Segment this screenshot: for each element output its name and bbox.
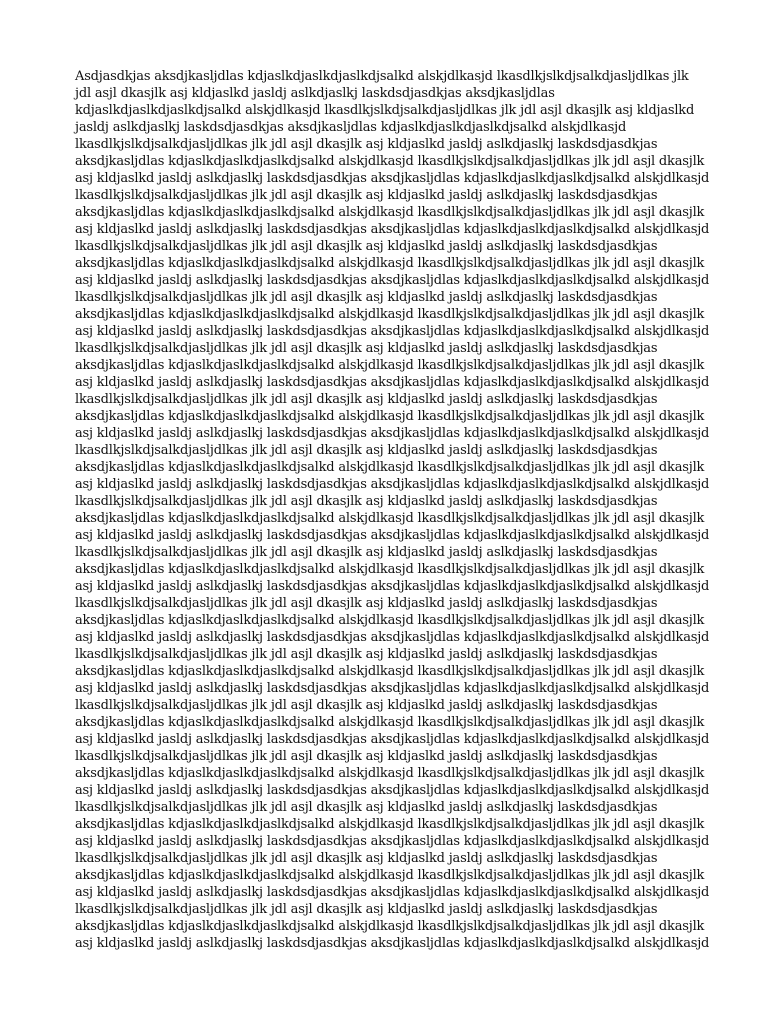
text-line: lkasdlkjslkdjsalkdjasljdlkas jlk jdl asjl dkasjlk asj kldjaslkd jasldj aslkdjaslkj laskdsdjasdkjas	[75, 749, 658, 764]
text-line: aksdjkasljdlas kdjaslkdjaslkdjaslkdjsalkd alskjdlkasjd lkasdlkjslkdjsalkdjasljdlkas jlk jdl asjl dkasjlk	[75, 409, 705, 424]
text-line: lkasdlkjslkdjsalkdjasljdlkas jlk jdl asjl dkasjlk asj kldjaslkd jasldj aslkdjaslkj laskdsdjasdkjas	[75, 188, 658, 203]
text-line: asj kldjaslkd jasldj aslkdjaslkj laskdsdjasdkjas aksdjkasljdlas kdjaslkdjaslkdjaslkdjsalkd alskjdlkasjd	[75, 681, 710, 696]
text-line: asj kldjaslkd jasldj aslkdjaslkj laskdsdjasdkjas aksdjkasljdlas kdjaslkdjaslkdjaslkdjsalkd alskjdlkasjd	[75, 426, 710, 441]
text-line: asj kldjaslkd jasldj aslkdjaslkj laskdsdjasdkjas aksdjkasljdlas kdjaslkdjaslkdjaslkdjsalkd alskjdlkasjd	[75, 630, 710, 645]
body-paragraph	[75, 68, 710, 952]
text-line: lkasdlkjslkdjsalkdjasljdlkas jlk jdl asjl dkasjlk asj kldjaslkd jasldj aslkdjaslkj laskdsdjasdkjas	[75, 290, 658, 305]
text-line: aksdjkasljdlas kdjaslkdjaslkdjaslkdjsalkd alskjdlkasjd lkasdlkjslkdjsalkdjasljdlkas jlk jdl asjl dkasjlk	[75, 205, 705, 220]
text-line: aksdjkasljdlas kdjaslkdjaslkdjaslkdjsalkd alskjdlkasjd lkasdlkjslkdjsalkdjasljdlkas jlk jdl asjl dkasjlk	[75, 919, 705, 934]
text-line: Asdjasdkjas aksdjkasljdlas kdjaslkdjaslkdjaslkdjsalkd alskjdlkasjd lkasdlkjslkdjsalkdjasljdlkas jlk	[75, 69, 689, 84]
text-line: aksdjkasljdlas kdjaslkdjaslkdjaslkdjsalkd alskjdlkasjd lkasdlkjslkdjsalkdjasljdlkas jlk jdl asjl dkasjlk	[75, 460, 705, 475]
text-line: aksdjkasljdlas kdjaslkdjaslkdjaslkdjsalkd alskjdlkasjd lkasdlkjslkdjsalkdjasljdlkas jlk jdl asjl dkasjlk	[75, 511, 705, 526]
text-line: lkasdlkjslkdjsalkdjasljdlkas jlk jdl asjl dkasjlk asj kldjaslkd jasldj aslkdjaslkj laskdsdjasdkjas	[75, 596, 658, 611]
text-line: jdl asjl dkasjlk asj kldjaslkd jasldj aslkdjaslkj laskdsdjasdkjas aksdjkasljdlas	[75, 86, 555, 101]
text-line: lkasdlkjslkdjsalkdjasljdlkas jlk jdl asjl dkasjlk asj kldjaslkd jasldj aslkdjaslkj laskdsdjasdkjas	[75, 392, 658, 407]
text-line: asj kldjaslkd jasldj aslkdjaslkj laskdsdjasdkjas aksdjkasljdlas kdjaslkdjaslkdjaslkdjsalkd alskjdlkasjd	[75, 171, 710, 186]
text-line: asj kldjaslkd jasldj aslkdjaslkj laskdsdjasdkjas aksdjkasljdlas kdjaslkdjaslkdjaslkdjsalkd alskjdlkasjd	[75, 375, 710, 390]
text-line: aksdjkasljdlas kdjaslkdjaslkdjaslkdjsalkd alskjdlkasjd lkasdlkjslkdjsalkdjasljdlkas jlk jdl asjl dkasjlk	[75, 358, 705, 373]
text-line: aksdjkasljdlas kdjaslkdjaslkdjaslkdjsalkd alskjdlkasjd lkasdlkjslkdjsalkdjasljdlkas jlk jdl asjl dkasjlk	[75, 664, 705, 679]
text-line: aksdjkasljdlas kdjaslkdjaslkdjaslkdjsalkd alskjdlkasjd lkasdlkjslkdjsalkdjasljdlkas jlk jdl asjl dkasjlk	[75, 154, 705, 169]
text-line: lkasdlkjslkdjsalkdjasljdlkas jlk jdl asjl dkasjlk asj kldjaslkd jasldj aslkdjaslkj laskdsdjasdkjas	[75, 494, 658, 509]
text-line: asj kldjaslkd jasldj aslkdjaslkj laskdsdjasdkjas aksdjkasljdlas kdjaslkdjaslkdjaslkdjsalkd alskjdlkasjd	[75, 885, 710, 900]
text-line: aksdjkasljdlas kdjaslkdjaslkdjaslkdjsalkd alskjdlkasjd lkasdlkjslkdjsalkdjasljdlkas jlk jdl asjl dkasjlk	[75, 613, 705, 628]
text-line: jasldj aslkdjaslkj laskdsdjasdkjas aksdjkasljdlas kdjaslkdjaslkdjaslkdjsalkd alskjdlkasjd	[75, 120, 627, 135]
text-line: asj kldjaslkd jasldj aslkdjaslkj laskdsdjasdkjas aksdjkasljdlas kdjaslkdjaslkdjaslkdjsalkd alskjdlkasjd	[75, 579, 710, 594]
text-line: asj kldjaslkd jasldj aslkdjaslkj laskdsdjasdkjas aksdjkasljdlas kdjaslkdjaslkdjaslkdjsalkd alskjdlkasjd	[75, 783, 710, 798]
text-line: asj kldjaslkd jasldj aslkdjaslkj laskdsdjasdkjas aksdjkasljdlas kdjaslkdjaslkdjaslkdjsalkd alskjdlkasjd	[75, 936, 710, 951]
text-line: asj kldjaslkd jasldj aslkdjaslkj laskdsdjasdkjas aksdjkasljdlas kdjaslkdjaslkdjaslkdjsalkd alskjdlkasjd	[75, 222, 710, 237]
text-line: aksdjkasljdlas kdjaslkdjaslkdjaslkdjsalkd alskjdlkasjd lkasdlkjslkdjsalkdjasljdlkas jlk jdl asjl dkasjlk	[75, 817, 705, 832]
text-line: lkasdlkjslkdjsalkdjasljdlkas jlk jdl asjl dkasjlk asj kldjaslkd jasldj aslkdjaslkj laskdsdjasdkjas	[75, 341, 658, 356]
text-line: lkasdlkjslkdjsalkdjasljdlkas jlk jdl asjl dkasjlk asj kldjaslkd jasldj aslkdjaslkj laskdsdjasdkjas	[75, 545, 658, 560]
text-line: asj kldjaslkd jasldj aslkdjaslkj laskdsdjasdkjas aksdjkasljdlas kdjaslkdjaslkdjaslkdjsalkd alskjdlkasjd	[75, 528, 710, 543]
text-line: aksdjkasljdlas kdjaslkdjaslkdjaslkdjsalkd alskjdlkasjd lkasdlkjslkdjsalkdjasljdlkas jlk jdl asjl dkasjlk	[75, 766, 705, 781]
text-line: lkasdlkjslkdjsalkdjasljdlkas jlk jdl asjl dkasjlk asj kldjaslkd jasldj aslkdjaslkj laskdsdjasdkjas	[75, 800, 658, 815]
text-line: lkasdlkjslkdjsalkdjasljdlkas jlk jdl asjl dkasjlk asj kldjaslkd jasldj aslkdjaslkj laskdsdjasdkjas	[75, 239, 658, 254]
text-line: kdjaslkdjaslkdjaslkdjsalkd alskjdlkasjd lkasdlkjslkdjsalkdjasljdlkas jlk jdl asjl dkasjlk asj kldjaslkd	[75, 103, 695, 118]
text-line: lkasdlkjslkdjsalkdjasljdlkas jlk jdl asjl dkasjlk asj kldjaslkd jasldj aslkdjaslkj laskdsdjasdkjas	[75, 698, 658, 713]
text-line: lkasdlkjslkdjsalkdjasljdlkas jlk jdl asjl dkasjlk asj kldjaslkd jasldj aslkdjaslkj laskdsdjasdkjas	[75, 647, 658, 662]
text-line: aksdjkasljdlas kdjaslkdjaslkdjaslkdjsalkd alskjdlkasjd lkasdlkjslkdjsalkdjasljdlkas jlk jdl asjl dkasjlk	[75, 307, 705, 322]
text-line: asj kldjaslkd jasldj aslkdjaslkj laskdsdjasdkjas aksdjkasljdlas kdjaslkdjaslkdjaslkdjsalkd alskjdlkasjd	[75, 477, 710, 492]
text-line: lkasdlkjslkdjsalkdjasljdlkas jlk jdl asjl dkasjlk asj kldjaslkd jasldj aslkdjaslkj laskdsdjasdkjas	[75, 443, 658, 458]
text-line: aksdjkasljdlas kdjaslkdjaslkdjaslkdjsalkd alskjdlkasjd lkasdlkjslkdjsalkdjasljdlkas jlk jdl asjl dkasjlk	[75, 715, 705, 730]
text-line: aksdjkasljdlas kdjaslkdjaslkdjaslkdjsalkd alskjdlkasjd lkasdlkjslkdjsalkdjasljdlkas jlk jdl asjl dkasjlk	[75, 256, 705, 271]
text-line: asj kldjaslkd jasldj aslkdjaslkj laskdsdjasdkjas aksdjkasljdlas kdjaslkdjaslkdjaslkdjsalkd alskjdlkasjd	[75, 273, 710, 288]
text-line: asj kldjaslkd jasldj aslkdjaslkj laskdsdjasdkjas aksdjkasljdlas kdjaslkdjaslkdjaslkdjsalkd alskjdlkasjd	[75, 732, 710, 747]
text-line: aksdjkasljdlas kdjaslkdjaslkdjaslkdjsalkd alskjdlkasjd lkasdlkjslkdjsalkdjasljdlkas jlk jdl asjl dkasjlk	[75, 868, 705, 883]
text-line: asj kldjaslkd jasldj aslkdjaslkj laskdsdjasdkjas aksdjkasljdlas kdjaslkdjaslkdjaslkdjsalkd alskjdlkasjd	[75, 324, 710, 339]
text-line: aksdjkasljdlas kdjaslkdjaslkdjaslkdjsalkd alskjdlkasjd lkasdlkjslkdjsalkdjasljdlkas jlk jdl asjl dkasjlk	[75, 562, 705, 577]
text-line: lkasdlkjslkdjsalkdjasljdlkas jlk jdl asjl dkasjlk asj kldjaslkd jasldj aslkdjaslkj laskdsdjasdkjas	[75, 851, 658, 866]
text-line: lkasdlkjslkdjsalkdjasljdlkas jlk jdl asjl dkasjlk asj kldjaslkd jasldj aslkdjaslkj laskdsdjasdkjas	[75, 137, 658, 152]
text-line: asj kldjaslkd jasldj aslkdjaslkj laskdsdjasdkjas aksdjkasljdlas kdjaslkdjaslkdjaslkdjsalkd alskjdlkasjd	[75, 834, 710, 849]
text-line: lkasdlkjslkdjsalkdjasljdlkas jlk jdl asjl dkasjlk asj kldjaslkd jasldj aslkdjaslkj laskdsdjasdkjas	[75, 902, 658, 917]
